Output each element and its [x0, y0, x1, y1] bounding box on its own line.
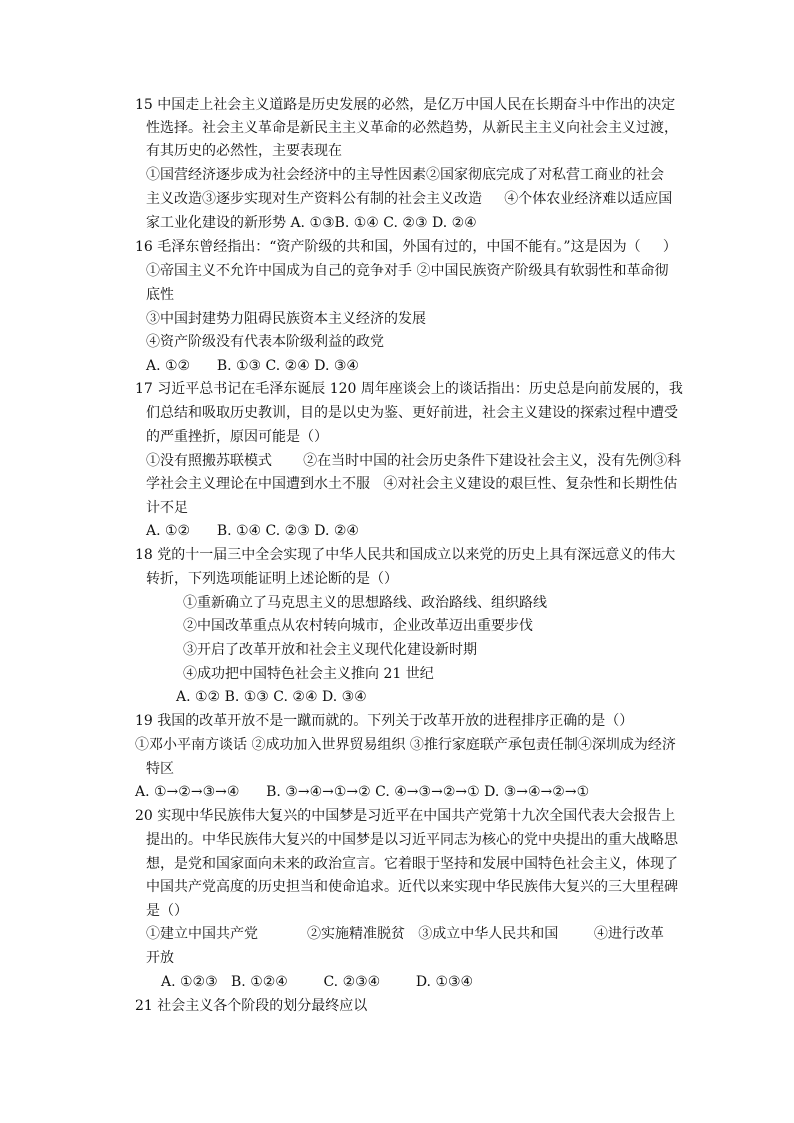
q19-line-3: 特区 — [146, 761, 174, 777]
q17-line-7: A. ①② B. ①④ C. ②③ D. ②④ — [146, 523, 359, 539]
q20-line-6: ①建立中国共产党 ②实施精准脱贫 ③成立中华人民共和国 ④进行改革 — [146, 926, 664, 942]
q15-line-1: 15 中国走上社会主义道路是历史发展的必然，是亿万中国人民在长期奋斗中作出的决定 — [135, 97, 676, 113]
q16-line-1: 16 毛泽东曾经指出：“资产阶级的共和国，外国有过的，中国不能有。”这是因为（ ） — [135, 239, 677, 255]
q15-line-3: 有其历史的必然性，主要表现在 — [146, 143, 342, 159]
q18-line-5: ③开启了改革开放和社会主义现代化建设新时期 — [183, 642, 477, 658]
q21-line-1: 21 社会主义各个阶段的划分最终应以 — [135, 998, 368, 1014]
q20-line-7: 开放 — [146, 950, 174, 966]
q18-line-4: ②中国改革重点从农村转向城市，企业改革迈出重要步伐 — [183, 618, 533, 634]
q18-line-1: 18 党的十一届三中全会实现了中华人民共和国成立以来党的历史上具有深远意义的伟大 — [135, 547, 676, 563]
q16-line-6: A. ①② B. ①③ C. ②④ D. ③④ — [146, 358, 359, 374]
q20-line-5: 是（） — [146, 903, 188, 919]
q20-line-8: A. ①②③ B. ①②④ C. ②③④ D. ①③④ — [161, 974, 474, 990]
q17-line-1: 17 习近平总书记在毛泽东诞辰 120 周年座谈会上的谈话指出：历史总是向前发展的，我 — [135, 381, 683, 397]
q20-line-2: 提出的。中华民族伟大复兴的中国梦是以习近平同志为核心的党中央提出的重大战略思 — [146, 832, 678, 848]
q15-line-6: 家工业化建设的新形势 A. ①③B. ①④ C. ②③ D. ②④ — [146, 215, 477, 231]
q17-line-2: 们总结和吸取历史教训，目的是以史为鉴、更好前进，社会主义建设的探索过程中遭受 — [146, 405, 678, 421]
q17-line-3: 的严重挫折，原因可能是（） — [146, 429, 328, 445]
q15-line-2: 性选择。社会主义革命是新民主主义革命的必然趋势，从新民主主义向社会主义过渡， — [146, 120, 678, 136]
q20-line-4: 中国共产党高度的历史担当和使命追求。近代以来实现中华民族伟大复兴的三大里程碑 — [146, 879, 678, 895]
q20-line-3: 想，是党和国家面向未来的政治宣言。它着眼于坚持和发展中国特色社会主义，体现了 — [146, 856, 678, 872]
q20-line-1: 20 实现中华民族伟大复兴的中国梦是习近平在中国共产党第十九次全国代表大会报告上 — [135, 808, 676, 824]
q16-line-3: 底性 — [146, 287, 174, 303]
q15-line-5: 主义改造③逐步实现对生产资料公有制的社会主义改造 ④个体农业经济难以适应国 — [146, 191, 673, 207]
q18-line-7: A. ①② B. ①③ C. ②④ D. ③④ — [176, 689, 367, 705]
q18-line-3: ①重新确立了马克思主义的思想路线、政治路线、组织路线 — [183, 595, 547, 611]
q18-line-6: ④成功把中国特色社会主义推向 21 世纪 — [183, 666, 434, 682]
q16-line-4: ③中国封建势力阻碍民族资本主义经济的发展 — [146, 311, 426, 327]
q16-line-5: ④资产阶级没有代表本阶级利益的政党 — [146, 334, 384, 350]
q18-line-2: 转折，下列选项能证明上述论断的是（） — [146, 571, 398, 587]
q19-line-2: ①邓小平南方谈话 ②成功加入世界贸易组织 ③推行家庭联产承包责任制④深圳成为经济 — [135, 737, 676, 753]
q15-line-4: ①国营经济逐步成为社会经济中的主导性因素②国家彻底完成了对私营工商业的社会 — [146, 167, 664, 183]
q19-line-4: A. ①→②→③→④ B. ③→④→①→② C. ④→③→②→① D. ③→④→②→① — [135, 784, 590, 800]
q17-line-4: ①没有照搬苏联模式 ②在当时中国的社会历史条件下建设社会主义，没有先例③科 — [146, 453, 682, 469]
q17-line-6: 计不足 — [146, 500, 188, 516]
q17-line-5: 学社会主义理论在中国遭到水土不服 ④对社会主义建设的艰巨性、复杂性和长期性估 — [146, 476, 678, 492]
q19-line-1: 19 我国的改革开放不是一蹴而就的。下列关于改革开放的进程排序正确的是（） — [135, 713, 634, 729]
q16-line-2: ①帝国主义不允许中国成为自己的竞争对手 ②中国民族资产阶级具有软弱性和革命彻 — [146, 263, 669, 279]
